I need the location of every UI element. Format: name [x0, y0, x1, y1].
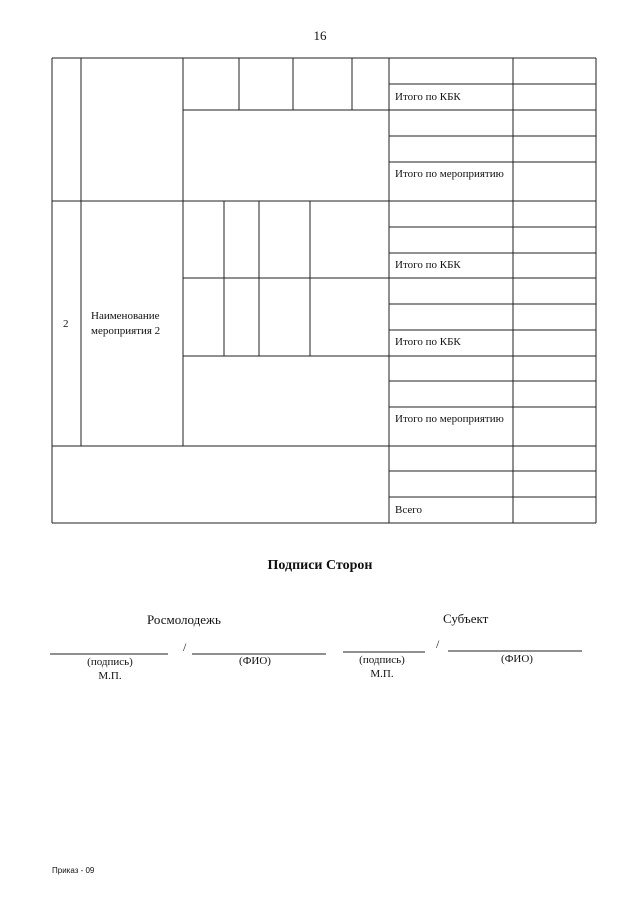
- name-caption: (ФИО): [239, 655, 271, 667]
- page-number: 16: [313, 28, 327, 43]
- itogo-kbk-label: Итого по КБК: [395, 336, 461, 348]
- signature-slash: /: [436, 637, 440, 651]
- row-name: Наименование мероприятия 2: [91, 310, 161, 337]
- right-party-name: Субъект: [443, 611, 489, 626]
- vsego-label: Всего: [395, 504, 422, 516]
- itogo-meropriyatiyu-label: Итого по мероприятию: [395, 168, 504, 180]
- signatures-title: Подписи Сторон: [267, 558, 373, 573]
- row-number: 2: [63, 318, 69, 330]
- signature-caption: (подпись): [359, 654, 405, 666]
- itogo-kbk-label: Итого по КБК: [395, 259, 461, 271]
- name-caption: (ФИО): [501, 653, 533, 665]
- stamp-caption: М.П.: [370, 668, 394, 680]
- left-party-name: Росмолодежь: [147, 612, 221, 627]
- signature-caption: (подпись): [87, 656, 133, 668]
- stamp-caption: М.П.: [98, 670, 122, 682]
- itogo-kbk-label: Итого по КБК: [395, 91, 461, 103]
- itogo-meropriyatiyu-label: Итого по мероприятию: [395, 413, 504, 425]
- footer-order-number: Приказ - 09: [52, 866, 95, 875]
- signature-slash: /: [183, 640, 187, 654]
